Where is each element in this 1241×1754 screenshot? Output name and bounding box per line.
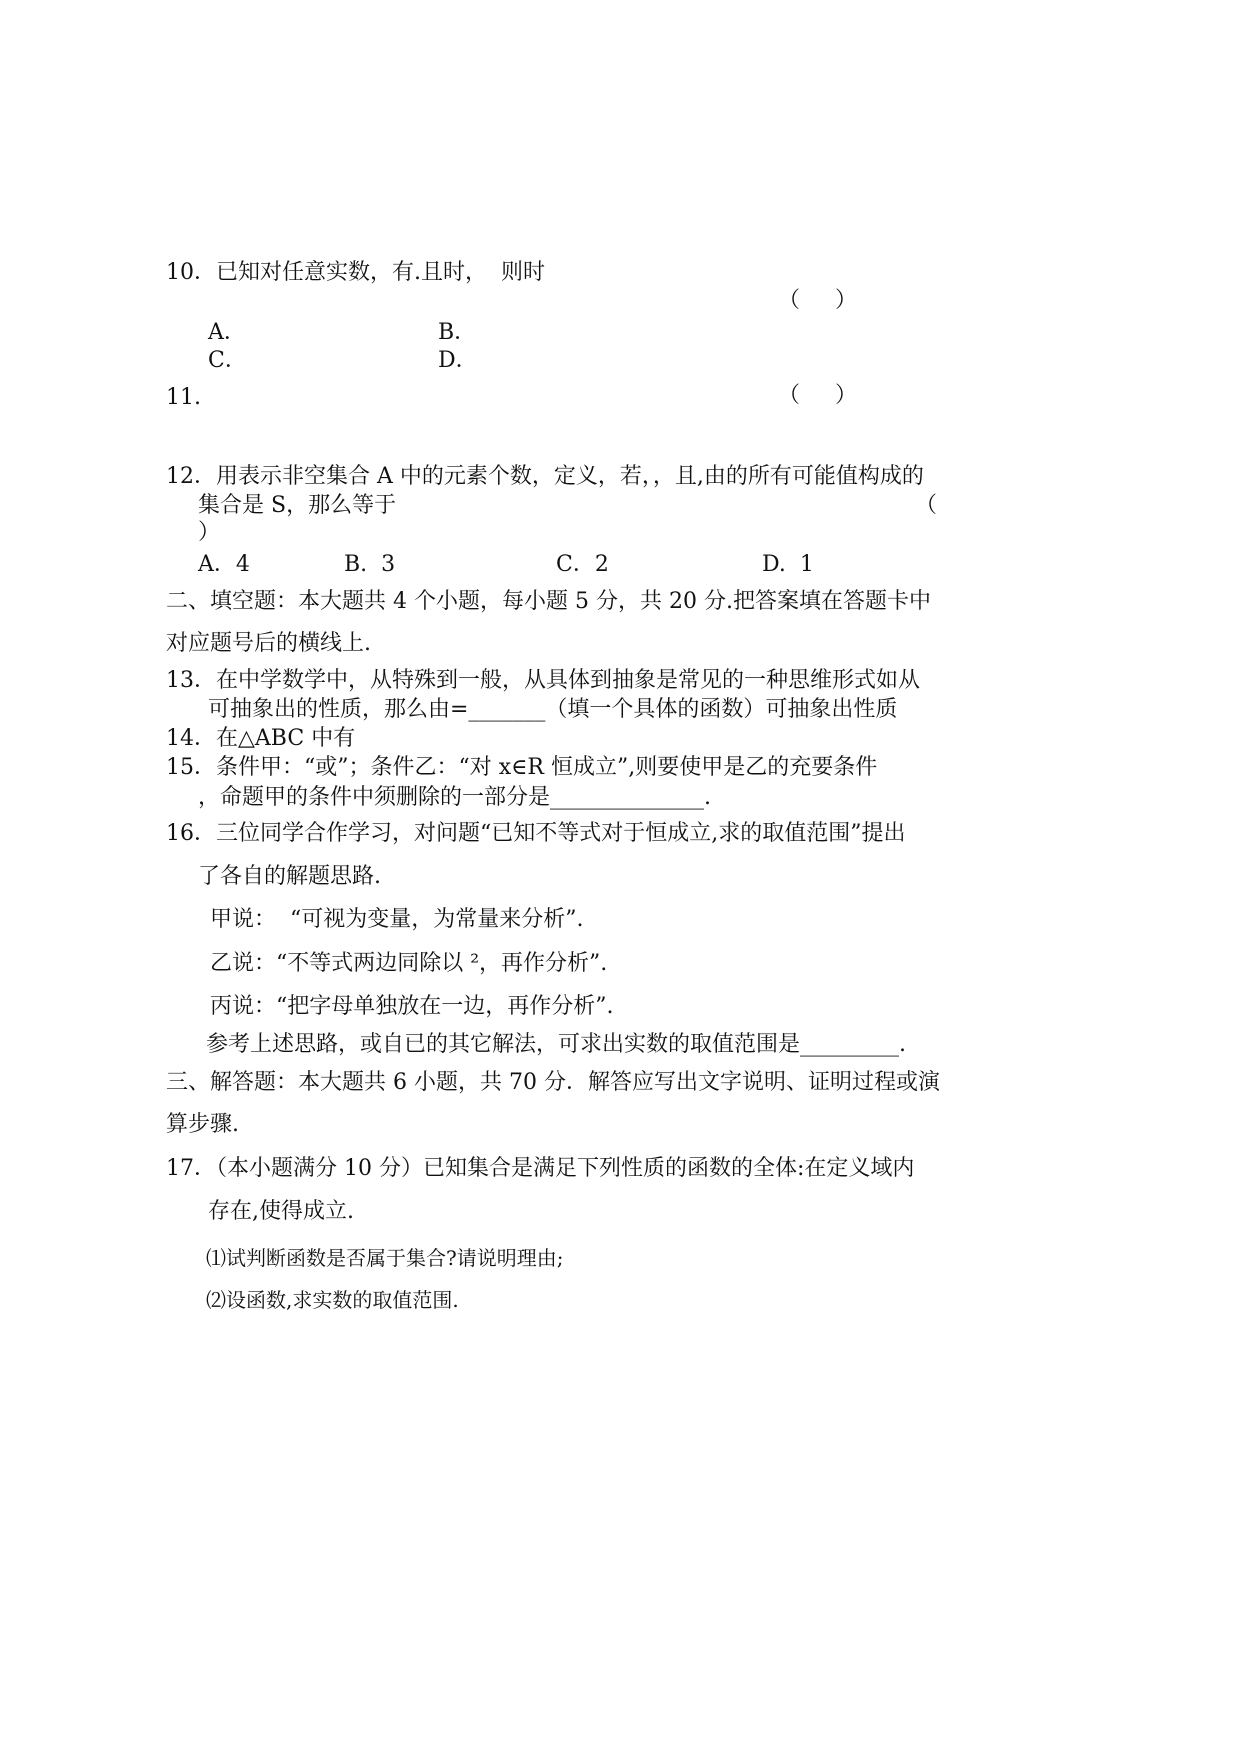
- q10-option-c: C．: [208, 348, 247, 373]
- q16-yi: 乙说：“不等式两边同除以 ²，再作分析”.: [210, 951, 608, 976]
- q17-line1: 17．（本小题满分 10 分）已知集合是满足下列性质的函数的全体:在定义域内: [166, 1156, 915, 1181]
- q17-part2: ⑵设函数,求实数的取值范围.: [206, 1288, 459, 1312]
- q12-option-d: D. 1: [762, 552, 814, 577]
- q13-line1: 13．在中学数学中，从特殊到一般，从具体到抽象是常见的一种思维形式如从: [166, 668, 920, 693]
- q14-line1: 14．在△ABC 中有: [166, 726, 356, 751]
- q12-option-a: A．4: [198, 552, 250, 577]
- q12-option-b: B. 3: [344, 552, 396, 577]
- q10-option-d: D．: [438, 348, 478, 373]
- q11-number: 11.: [166, 385, 201, 410]
- q17-part1: ⑴试判断函数是否属于集合?请说明理由;: [206, 1246, 564, 1270]
- q12-stem-line2: 集合是 S，那么等于: [198, 493, 397, 518]
- q15-line1: 15．条件甲：“或”；条件乙：“对 x∈R 恒成立”,则要使甲是乙的充要条件: [166, 755, 878, 780]
- q16-line2: 了各自的解题思路.: [198, 864, 381, 889]
- q16-line1: 16．三位同学合作学习，对问题“已知不等式对于恒成立,求的取值范围”提出: [166, 821, 906, 846]
- q10-option-a: A．: [208, 320, 246, 345]
- q10-option-b: B．: [438, 320, 477, 345]
- q11-answer-paren: （ ）: [778, 383, 857, 408]
- q12-option-c: C．2: [556, 552, 609, 577]
- q12-paren-close: ）: [198, 520, 221, 545]
- q12-stem-line1: 12．用表示非空集合 A 中的元素个数，定义，若，，且,由的所有可能值构成的: [166, 464, 924, 489]
- q13-line2: 可抽象出的性质，那么由=_______（填一个具体的函数）可抽象出性质: [208, 697, 898, 722]
- q16-ref: 参考上述思路，或自已的其它解法，可求出实数的取值范围是_________.: [206, 1032, 906, 1057]
- section3-heading-line2: 算步骤.: [166, 1112, 239, 1137]
- q10-answer-paren: （ ）: [778, 288, 857, 313]
- q12-paren-open: （: [915, 493, 938, 518]
- section2-heading-line2: 对应题号后的横线上.: [166, 631, 371, 656]
- q16-jia: 甲说： “可视为变量，为常量来分析”.: [210, 907, 584, 932]
- section2-heading-line1: 二、填空题：本大题共 4 个小题，每小题 5 分，共 20 分.把答案填在答题卡中: [166, 589, 931, 614]
- q17-line2: 存在,使得成立.: [208, 1199, 354, 1224]
- q16-bing: 丙说：“把字母单独放在一边，再作分析”.: [210, 994, 614, 1019]
- q10-stem: 10．已知对任意实数，有.且时， 则时: [166, 260, 545, 285]
- q15-line2: ，命题甲的条件中须删除的一部分是______________.: [198, 785, 711, 810]
- section3-heading-line1: 三、解答题：本大题共 6 小题，共 70 分．解答应写出文字说明、证明过程或演: [166, 1070, 940, 1095]
